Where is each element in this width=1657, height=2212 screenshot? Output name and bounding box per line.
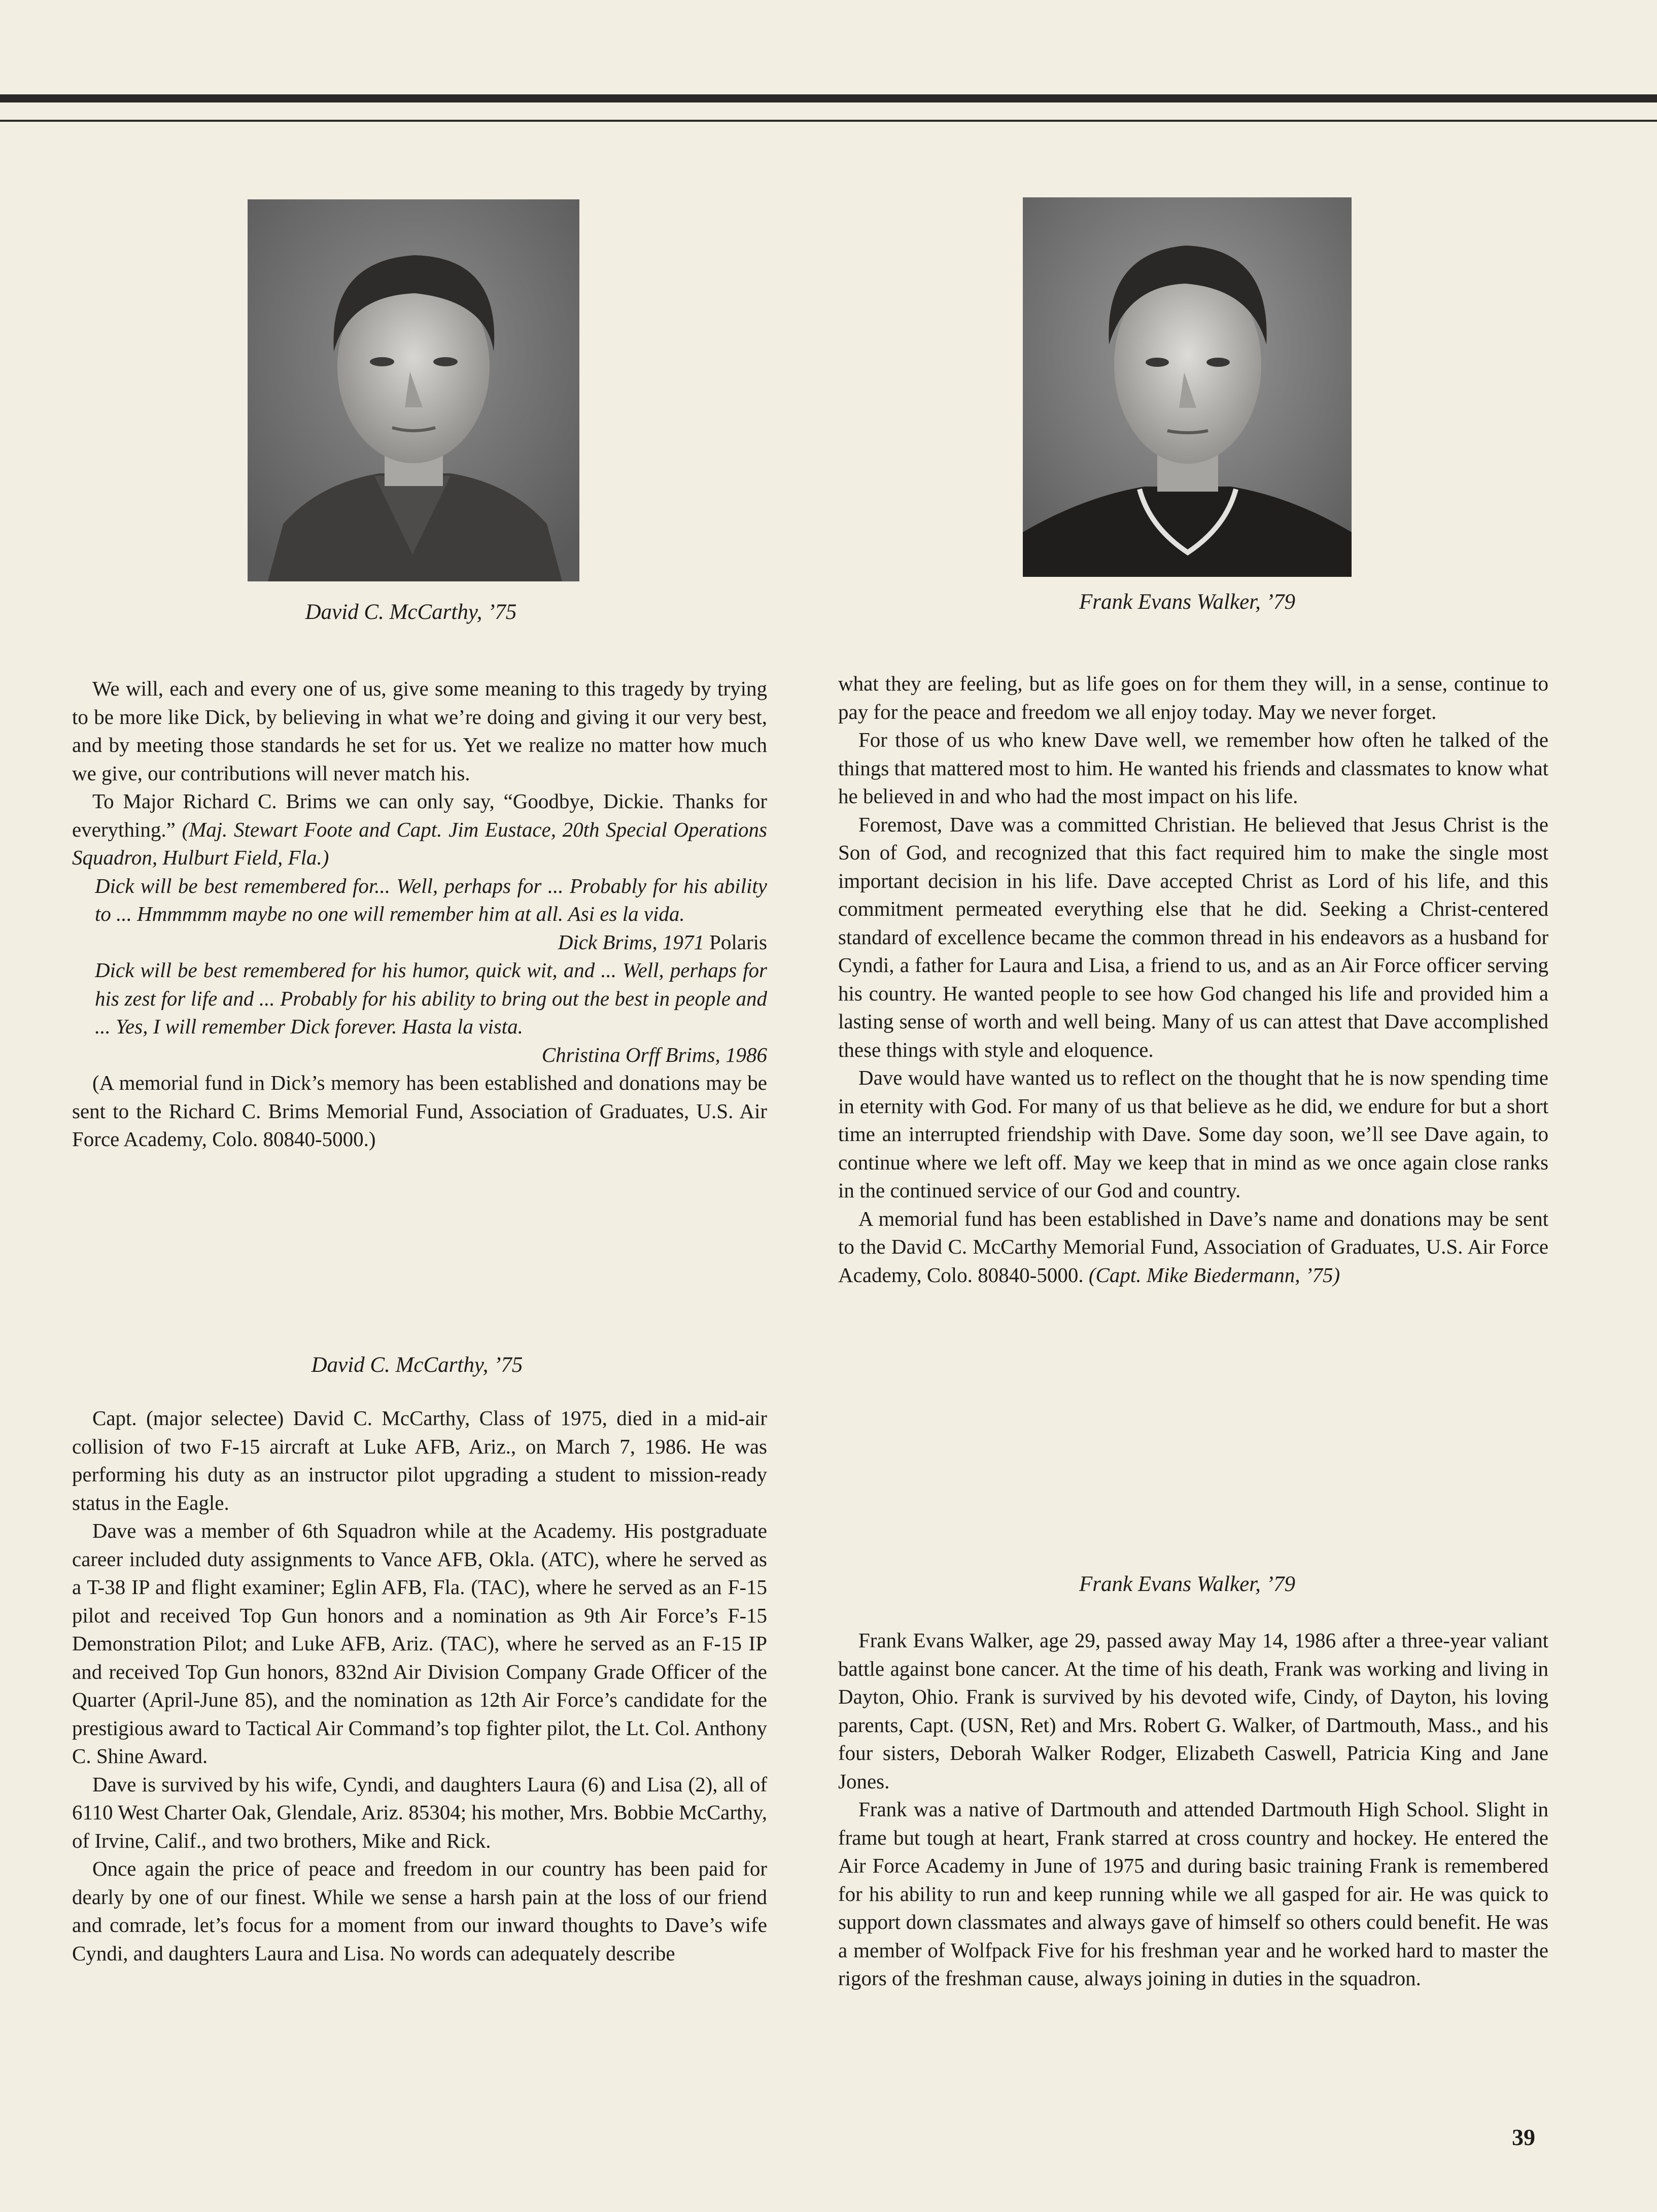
brims-paragraph-2 (72, 787, 767, 872)
portrait-photo-walker (1023, 197, 1352, 577)
walker-paragraph-2: Frank was a native of Dartmouth and attended Dartmouth High School. Slight in frame but tough at heart, Frank starred at cross country and hockey. He entered the Air Force Academy in June of 1975 and during basic training Frank is remembered for his ability to run and keep running while we all gasped for air. He was quick to support down classmates and always gave of himself so others could benefit. He was a member of Wolfpack Five for his freshman year and he worked hard to master the rigors of the freshman cause, always joining in duties in the squadron. (838, 1798, 1548, 1990)
brims-farewell-text: To Major Richard C. Brims we can only say, “Goodbye, Dickie. Thanks for everything.” (72, 789, 767, 841)
mccarthy-paragraph-5: what they are feeling, but as life goes on for them they will, in a sense, continue to pay for the peace and freedom we all enjoy today. May we never forget. (838, 672, 1548, 723)
brims-signature-1-publication: Polaris (709, 930, 767, 954)
mccarthy-paragraph-8: Dave would have wanted us to reflect on the thought that he is now spending time in eternity with God. For many of us that believe as he did, we endure for but a short time an interrupted friendship with Dave. Some day soon, we’ll see Dave again, to continue where we left off. May we keep that in mind as we once again close ranks in the continued service of our God and country. (838, 1066, 1548, 1202)
mccarthy-tribute-column-right (838, 670, 1548, 1289)
mccarthy-memorial-fund: A memorial fund has been established in Dave’s name and donations may be sent to the David C. McCarthy Memorial Fund, Association of Graduates, U.S. Air Force Academy, Colo. 80840-5000. (838, 1206, 1548, 1287)
mccarthy-paragraph-7: Foremost, Dave was a committed Christian. He believed that Jesus Christ is the Son of God, and recognized that this fact required him to make the single most important decision in his life. Dave accepted Christ as Lord of his life, and this commitment permeated everything else that he did. Seeking a Christ-centered standard of excellence became the common thread in his endeavors as a husband for Cyndi, a father for Laura and Lisa, a friend to us, and as an Air Force officer serving his country. He wanted people to see how God changed his life and provided him a lasting sense of worth and well being. Many of us can attest that Dave accomplished these things with style and eloquence. (838, 812, 1548, 1061)
top-rule-thin (0, 120, 1657, 122)
mccarthy-paragraph-2: Dave was a member of 6th Squadron while at the Academy. His postgraduate career included duty assignments to Vance AFB, Okla. (ATC), where he served as a T-38 IP and flight examiner; Eglin AFB, Fla. (TAC), where he served as an F-15 pilot and received Top Gun honors and a nomination as 9th Air Force’s F-15 Demonstration Pilot; and Luke AFB, Ariz. (TAC), where he served as an F-15 IP and received Top Gun honors, 832nd Air Division Company Grade Officer of the Quarter (April-June 85), and the nomination as 12th Air Force’s candidate for the prestigious award to Tactical Air Command’s top fighter pilot, the Lt. Col. Anthony C. Shine Award. (72, 1519, 767, 1768)
mccarthy-paragraph-1: Capt. (major selectee) David C. McCarthy, Class of 1975, died in a mid-air collision of two F-15 aircraft at Luke AFB, Ariz., on March 7, 1986. He was performing his duty as an instructor pilot upgrading a student to mission-ready status in the Eagle. (72, 1406, 767, 1514)
portrait-photo-mccarthy (248, 199, 579, 581)
top-rule-thick (0, 94, 1657, 102)
portrait-image-walker (1023, 197, 1352, 577)
mccarthy-paragraph-9 (838, 1205, 1548, 1290)
brims-signature-1 (72, 928, 767, 957)
brims-signature-1-name: Dick Brims, 1971 (558, 930, 704, 954)
mccarthy-paragraph-6: For those of us who knew Dave well, we remember how often he talked of the things that mattered most to him. He wanted his friends and classmates to know what he believed in and who had the most impact on his life. (838, 728, 1548, 808)
walker-paragraph-1: Frank Evans Walker, age 29, passed away May 14, 1986 after a three-year valiant battle against bone cancer. At the time of his death, Frank was working and living in Dayton, Ohio. Frank is survived by his devoted wife, Cindy, of Dayton, his loving parents, Capt. (USN, Ret) and Mrs. Robert G. Walker, of Dartmouth, Mass., and his four sisters, Deborah Walker Rodger, Elizabeth Caswell, Patricia King and Jane Jones. (838, 1629, 1548, 1793)
walker-tribute-column (838, 1627, 1548, 1993)
brims-verse-1: Dick will be best remembered for... Well, perhaps for ... Probably for his ability to ... Hmmmmm maybe no one will remember him at all. Asi es la vida. (95, 874, 767, 925)
mccarthy-tribute-column-left (72, 1404, 767, 1967)
page-number: 39 (1512, 2124, 1535, 2150)
brims-credit: (Maj. Stewart Foote and Capt. Jim Eustace, 20th Special Operations Squadron, Hulburt Field, Fla.) (72, 817, 767, 869)
portrait-image-mccarthy (248, 199, 579, 581)
brims-signature-2: Christina Orff Brims, 1986 (541, 1043, 767, 1066)
mccarthy-paragraph-4: Once again the price of peace and freedom in our country has been paid for dearly by one of our finest. While we sense a harsh pain at the loss of our friend and comrade, let’s focus for a moment from our inward thoughts to Dave’s wife Cyndi, and daughters Laura and Lisa. No words can adequately describe (72, 1857, 767, 1965)
mccarthy-credit: (Capt. Mike Biedermann, ’75) (1088, 1263, 1340, 1287)
section-title-walker: Frank Evans Walker, ’79 (1079, 1572, 1295, 1596)
mccarthy-paragraph-3: Dave is survived by his wife, Cyndi, and daughters Laura (6) and Lisa (2), all of 6110 West Charter Oak, Glendale, Ariz. 85304; his mother, Mrs. Bobbie McCarthy, of Irvine, Calif., and two brothers, Mike and Rick. (72, 1772, 767, 1852)
photo-caption-mccarthy: David C. McCarthy, ’75 (305, 600, 517, 624)
section-title-mccarthy: David C. McCarthy, ’75 (311, 1353, 523, 1377)
brims-verse-2: Dick will be best remembered for his humor, quick wit, and ... Well, perhaps for his zest for life and ... Probably for his ability to bring out the best in people and ... Yes, I will remember Dick forever. Hasta la vista. (95, 958, 767, 1038)
brims-memorial-fund: (A memorial fund in Dick’s memory has been established and donations may be sent to the Richard C. Brims Memorial Fund, Association of Graduates, U.S. Air Force Academy, Colo. 80840-5000.) (72, 1071, 767, 1151)
photo-caption-walker: Frank Evans Walker, ’79 (1079, 590, 1295, 614)
brims-tribute-column (72, 675, 767, 1154)
brims-paragraph-1: We will, each and every one of us, give some meaning to this tragedy by trying to be more like Dick, by believing in what we’re doing and giving it our very best, and by meeting those standards he set for us. Yet we realize no matter how much we give, our contributions will never match his. (72, 677, 767, 785)
